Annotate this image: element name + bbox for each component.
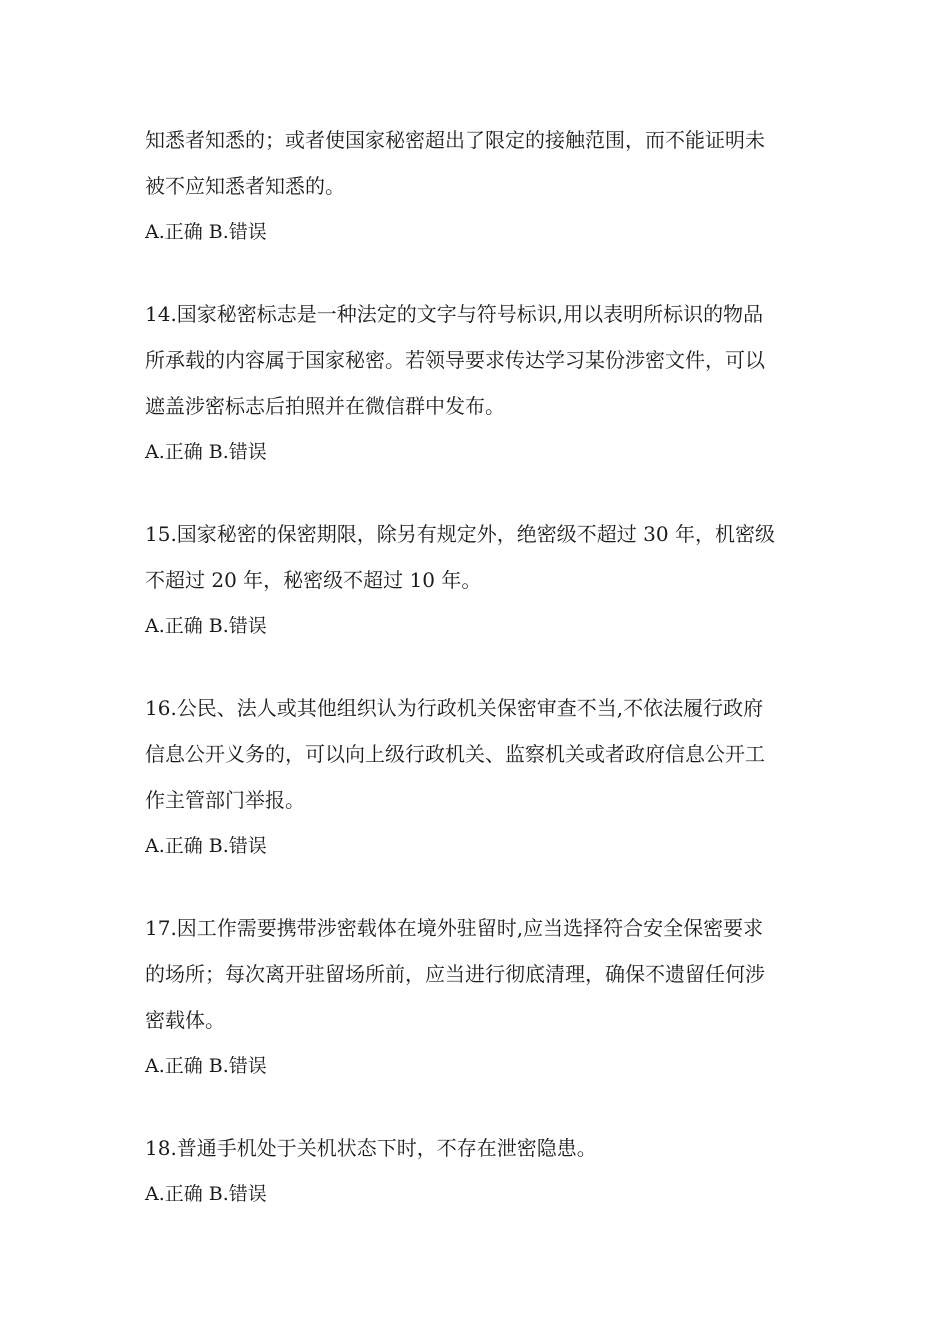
question-text-line: 密载体。 [145, 1008, 225, 1032]
question-text-line: 17.因工作需要携带涉密载体在境外驻留时,应当选择符合安全保密要求 [145, 916, 764, 940]
question-block [145, 511, 810, 649]
question-block [145, 1125, 810, 1217]
answer-options: A.正确 B.错误 [145, 221, 267, 243]
question-text-line: 被不应知悉者知悉的。 [145, 174, 345, 198]
question-text-line: 的场所；每次离开驻留场所前，应当进行彻底清理，确保不遗留任何涉 [145, 962, 765, 986]
answer-options: A.正确 B.错误 [145, 441, 267, 463]
question-block [145, 905, 810, 1089]
answer-options: A.正确 B.错误 [145, 1183, 267, 1205]
question-text-line: 知悉者知悉的；或者使国家秘密超出了限定的接触范围，而不能证明未 [145, 128, 765, 152]
question-text-line: 15.国家秘密的保密期限，除另有规定外，绝密级不超过 30 年，机密级 [145, 522, 775, 546]
question-block [145, 685, 810, 869]
question-block [145, 117, 810, 255]
question-block [145, 291, 810, 475]
answer-options: A.正确 B.错误 [145, 1055, 267, 1077]
question-text-line: 作主管部门举报。 [145, 788, 305, 812]
answer-options: A.正确 B.错误 [145, 835, 267, 857]
question-text-line: 遮盖涉密标志后拍照并在微信群中发布。 [145, 394, 505, 418]
question-text-line: 信息公开义务的，可以向上级行政机关、监察机关或者政府信息公开工 [145, 742, 765, 766]
question-text-line: 18.普通手机处于关机状态下时，不存在泄密隐患。 [145, 1136, 597, 1160]
question-text-line: 16.公民、法人或其他组织认为行政机关保密审查不当,不依法履行政府 [145, 696, 764, 720]
question-text-line: 不超过 20 年，秘密级不超过 10 年。 [145, 568, 482, 592]
question-text-line: 14.国家秘密标志是一种法定的文字与符号标识,用以表明所标识的物品 [145, 302, 764, 326]
answer-options: A.正确 B.错误 [145, 615, 267, 637]
question-text-line: 所承载的内容属于国家秘密。若领导要求传达学习某份涉密文件，可以 [145, 348, 765, 372]
document-content [145, 117, 810, 1253]
